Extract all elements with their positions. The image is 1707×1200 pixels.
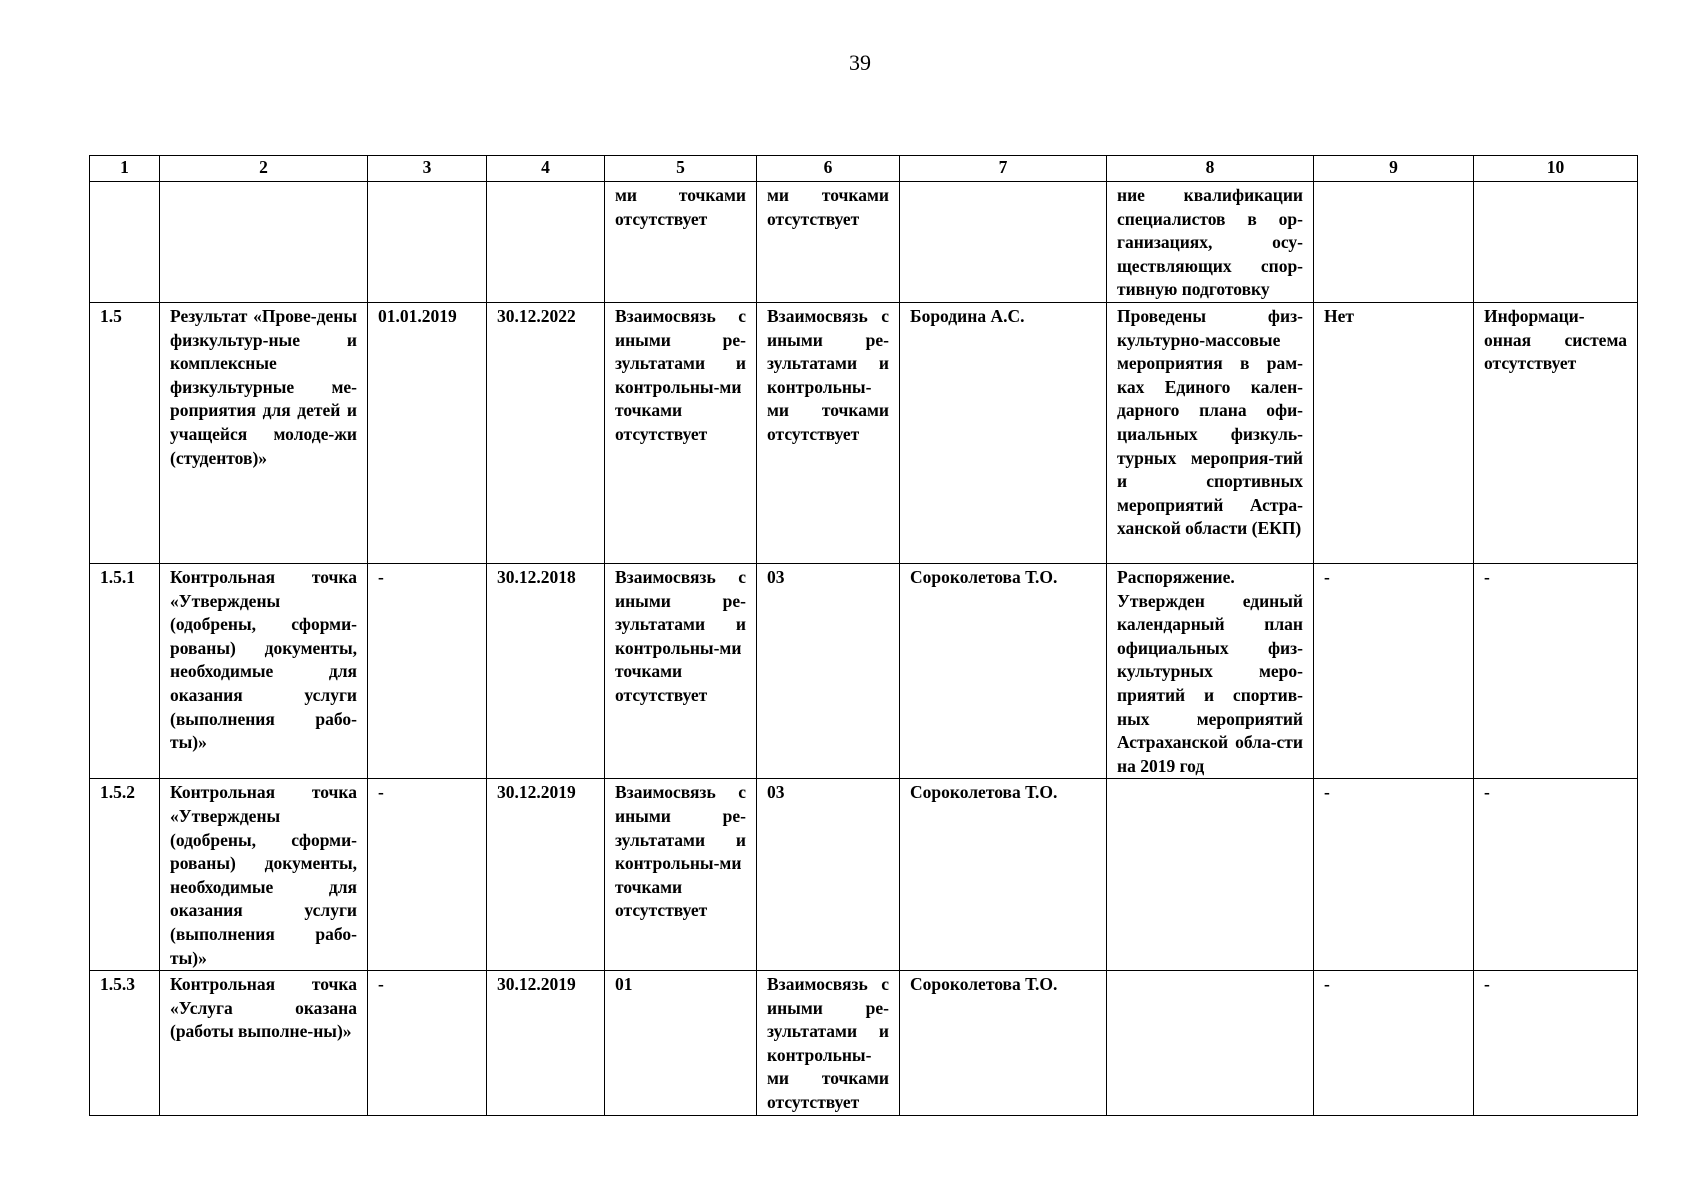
header-cell: 7 — [900, 156, 1107, 182]
cell-end-date: 30.12.2019 — [487, 779, 605, 971]
cell-col10: - — [1474, 564, 1638, 779]
plan-table — [89, 155, 1638, 1116]
cell-successor: 03 — [757, 564, 900, 779]
cell-successor: Взаимосвязь с иными ре-зультатами и контрольны-ми точками отсутствует — [757, 971, 900, 1116]
cell-responsible: Бородина А.С. — [900, 303, 1107, 564]
cell-col10: - — [1474, 971, 1638, 1116]
cell-col10 — [1474, 182, 1638, 303]
cell-end-date: 30.12.2019 — [487, 971, 605, 1116]
cell-responsible: Сороколетова Т.О. — [900, 564, 1107, 779]
cell-predecessor: 01 — [605, 971, 757, 1116]
cell-name: Результат «Прове-дены физкультур-ные и комплексные физкультурные ме-роприятия для детей и учащейся молоде-жи (студентов)» — [160, 303, 368, 564]
header-cell: 2 — [160, 156, 368, 182]
cell-col10: Информаци-онная система отсутствует — [1474, 303, 1638, 564]
cell-predecessor: Взаимосвязь с иными ре-зультатами и контрольны-ми точками отсутствует — [605, 564, 757, 779]
cell-start-date — [368, 182, 487, 303]
cell-start-date: - — [368, 971, 487, 1116]
cell-start-date: - — [368, 779, 487, 971]
header-cell: 6 — [757, 156, 900, 182]
cell-col10: - — [1474, 779, 1638, 971]
cell-result-description — [1107, 779, 1314, 971]
cell-col9: - — [1314, 779, 1474, 971]
cell-responsible: Сороколетова Т.О. — [900, 971, 1107, 1116]
cell-predecessor: Взаимосвязь с иными ре-зультатами и контрольны-ми точками отсутствует — [605, 303, 757, 564]
cell-responsible: Сороколетова Т.О. — [900, 779, 1107, 971]
cell-successor: ми точками отсутствует — [757, 182, 900, 303]
header-cell: 4 — [487, 156, 605, 182]
table-row — [90, 971, 1638, 1116]
header-cell: 8 — [1107, 156, 1314, 182]
cell-col9: - — [1314, 564, 1474, 779]
cell-end-date: 30.12.2022 — [487, 303, 605, 564]
header-row — [90, 156, 1638, 182]
cell-result-description: Распоряжение. Утвержден единый календарный план официальных физ-культурных меро-приятий и спортив-ных мероприятий Астраханской обла-сти на 2019 год — [1107, 564, 1314, 779]
cell-number: 1.5.1 — [90, 564, 160, 779]
cell-start-date: - — [368, 564, 487, 779]
cell-responsible — [900, 182, 1107, 303]
table-row — [90, 564, 1638, 779]
cell-result-description: ние квалификации специалистов в ор-ганизациях, осу-ществляющих спор-тивную подготовку — [1107, 182, 1314, 303]
header-cell: 5 — [605, 156, 757, 182]
header-cell: 9 — [1314, 156, 1474, 182]
cell-name — [160, 182, 368, 303]
cell-number: 1.5 — [90, 303, 160, 564]
cell-number: 1.5.2 — [90, 779, 160, 971]
cell-col9: - — [1314, 971, 1474, 1116]
cell-name: Контрольная точка «Услуга оказана (работы выполне-ны)» — [160, 971, 368, 1116]
cell-successor: 03 — [757, 779, 900, 971]
cell-predecessor: ми точками отсутствует — [605, 182, 757, 303]
table-row — [90, 303, 1638, 564]
table-row — [90, 779, 1638, 971]
cell-predecessor: Взаимосвязь с иными ре-зультатами и контрольны-ми точками отсутствует — [605, 779, 757, 971]
cell-start-date: 01.01.2019 — [368, 303, 487, 564]
cell-name: Контрольная точка «Утверждены (одобрены, сформи-рованы) документы, необходимые для оказания услуги (выполнения рабо-ты)» — [160, 564, 368, 779]
cell-successor: Взаимосвязь с иными ре-зультатами и контрольны-ми точками отсутствует — [757, 303, 900, 564]
cell-col9: Нет — [1314, 303, 1474, 564]
cell-col9 — [1314, 182, 1474, 303]
page-number: 39 — [849, 50, 871, 75]
header-cell: 10 — [1474, 156, 1638, 182]
table-row — [90, 182, 1638, 303]
header-cell: 1 — [90, 156, 160, 182]
header-cell: 3 — [368, 156, 487, 182]
cell-result-description — [1107, 971, 1314, 1116]
cell-result-description: Проведены физ-культурно-массовые мероприятия в рам-ках Единого кален-дарного плана офи-циальных физкуль-турных мероприя-тий и спортивных мероприятий Астра-ханской области (ЕКП) — [1107, 303, 1314, 564]
cell-number: 1.5.3 — [90, 971, 160, 1116]
cell-end-date: 30.12.2018 — [487, 564, 605, 779]
cell-end-date — [487, 182, 605, 303]
cell-name: Контрольная точка «Утверждены (одобрены, сформи-рованы) документы, необходимые для оказания услуги (выполнения рабо-ты)» — [160, 779, 368, 971]
cell-number — [90, 182, 160, 303]
